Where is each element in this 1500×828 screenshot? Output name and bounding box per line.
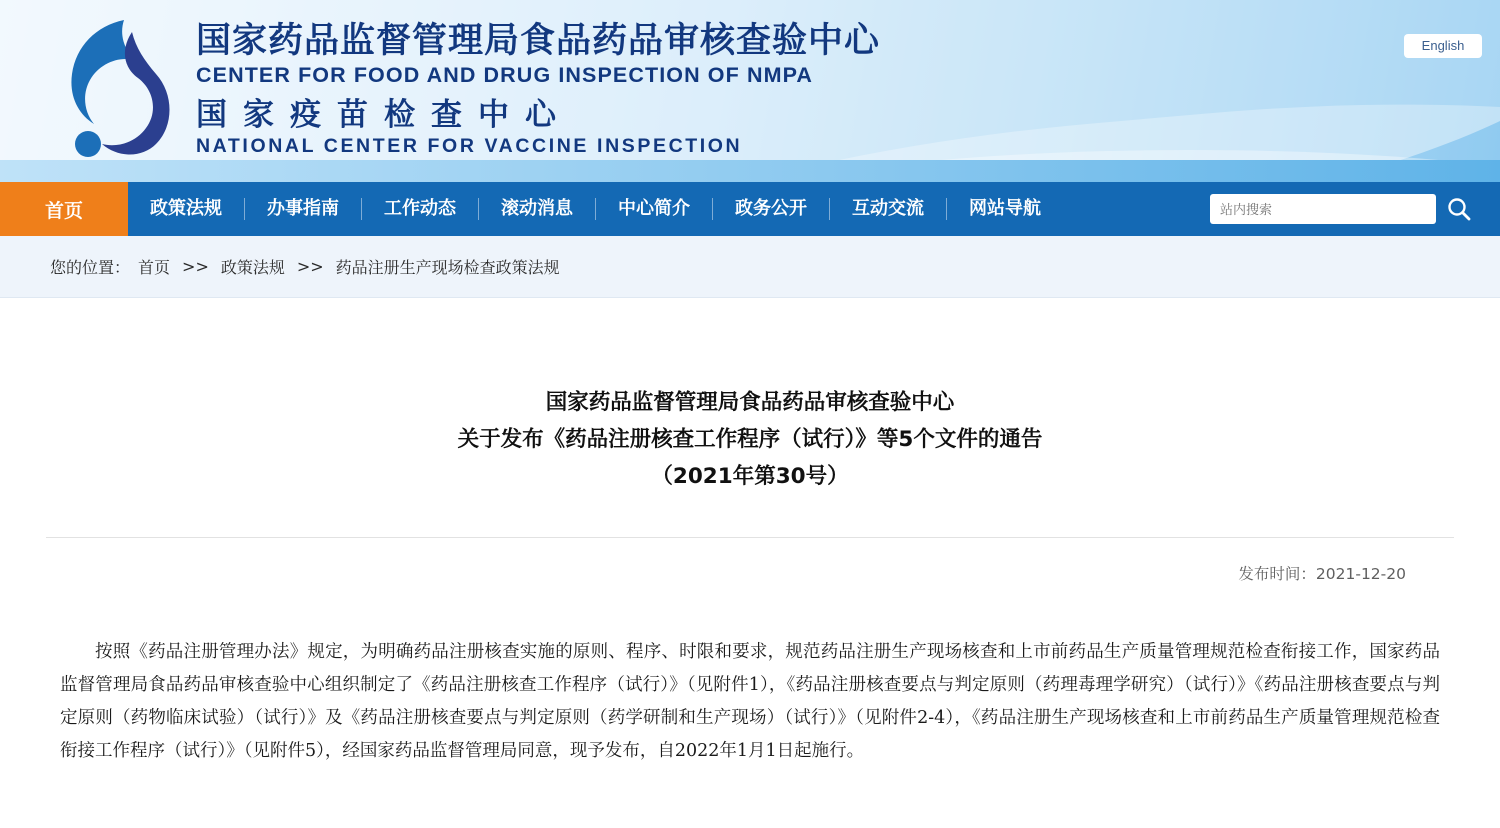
nav-item-policy-regulations[interactable]: 政策法规	[150, 198, 222, 219]
breadcrumb-separator: >>	[296, 257, 324, 276]
nav-item-service-guide[interactable]: 办事指南	[267, 198, 339, 219]
article-title-line-3: （2021年第30号）	[651, 464, 849, 489]
breadcrumb-link-home[interactable]: 首页	[138, 258, 171, 277]
article-body: 按照《药品注册管理办法》规定，为明确药品注册核查实施的原则、程序、时限和要求，规范药品注册生产现场核查和上市前药品生产质量管理规范检查衔接工作，国家药品监督管理局食品药品审核查验中心组织制定了《药品注册核查工作程序（试行）》（见附件1），《药品注册核查要点与判定原则（药理毒理学研究）（试行）》《药品注册核查要点与判定原则（药物临床试验）（试行）》及《药品注册核查要点与判定原则（药学研制和生产现场）（试行）》（见附件2-4），《药品注册生产现场核查和上市前药品生产质量管理规范检查衔接工作程序（试行）》（见附件5），经国家药品监督管理局同意，现予发布，自2022年1月1日起施行。	[60, 642, 1440, 761]
breadcrumb-link-policy[interactable]: 政策法规	[220, 258, 285, 277]
search-input[interactable]	[1210, 194, 1436, 224]
site-header	[0, 0, 1500, 182]
vaccine-center-name-en: NATIONAL CENTER FOR VACCINE INSPECTION	[196, 135, 743, 157]
page-title	[46, 298, 1454, 495]
nav-item-work-updates[interactable]: 工作动态	[384, 198, 456, 219]
header-bottom-band	[0, 160, 1500, 182]
english-language-button[interactable]: English	[1404, 34, 1482, 58]
publish-label: 发布时间：	[1238, 565, 1316, 583]
site-title-block	[196, 20, 956, 158]
nav-item-interaction[interactable]: 互动交流	[852, 198, 924, 219]
nav-item-center-profile[interactable]: 中心简介	[618, 198, 690, 219]
nav-item-rolling-news[interactable]: 滚动消息	[501, 198, 573, 219]
center-name-en: CENTER FOR FOOD AND DRUG INSPECTION OF NMPA	[196, 63, 814, 87]
publish-info	[46, 538, 1454, 584]
nav-item-site-map[interactable]: 网站导航	[969, 198, 1041, 219]
main-navigation	[0, 182, 1500, 236]
center-name-cn: 国家药品监督管理局食品药品审核查验中心	[196, 21, 881, 61]
breadcrumb-label: 您的位置：	[50, 258, 131, 277]
nmpa-logo-icon	[62, 16, 174, 166]
breadcrumb-separator: >>	[182, 257, 209, 276]
article-title-line-1: 国家药品监督管理局食品药品审核查验中心	[545, 390, 955, 415]
publish-date: 2021-12-20	[1315, 565, 1406, 583]
nav-item-list	[128, 182, 1063, 236]
nav-item-government-affairs[interactable]: 政务公开	[735, 198, 807, 219]
breadcrumb-current: 药品注册生产现场检查政策法规	[335, 258, 560, 277]
breadcrumb	[0, 236, 1500, 298]
search-icon[interactable]	[1436, 194, 1482, 224]
nav-item-home[interactable]: 首页	[0, 182, 128, 236]
article-container	[0, 298, 1500, 808]
vaccine-center-name-cn: 国家疫苗检查中心	[196, 97, 572, 133]
site-search	[1210, 194, 1482, 224]
article-title-line-2: 关于发布《药品注册核查工作程序（试行）》等5个文件的通告	[457, 427, 1043, 452]
